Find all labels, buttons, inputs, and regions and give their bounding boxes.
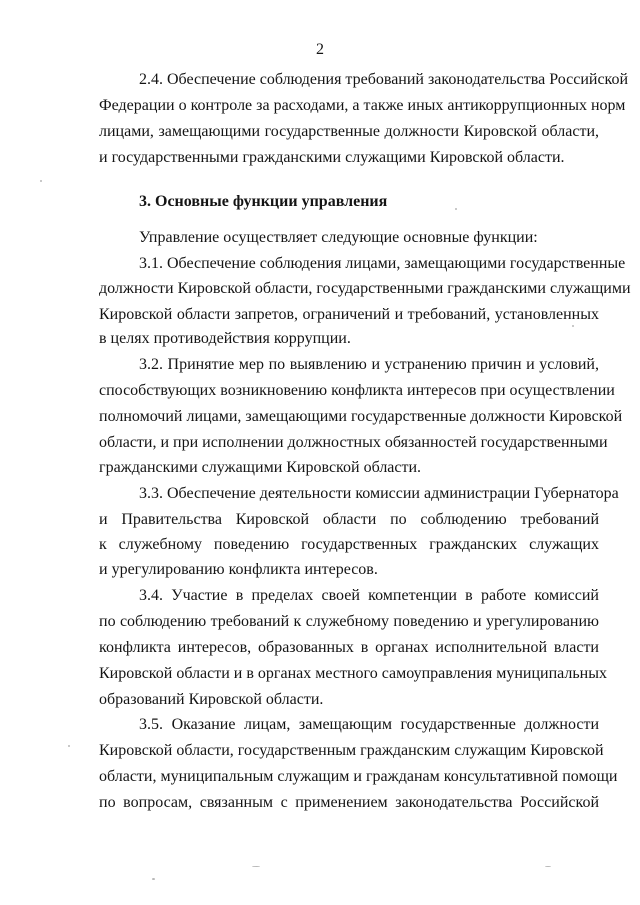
scan-speck — [152, 878, 155, 880]
item-3-2-line-3: полномочий лицами, замещающими государственные должности Кировской — [99, 408, 623, 425]
item-3-3-line-1: 3.3. Обеспечение деятельности комиссии администрации Губернатора — [139, 485, 619, 502]
section-intro: Управление осуществляет следующие основные функции: — [139, 229, 538, 246]
paragraph-2-4-line-2: Федерации о контроле за расходами, а также иных антикоррупционных норм — [99, 97, 626, 114]
paragraph-2-4-line-1: 2.4. Обеспечение соблюдения требований законодательства Российской — [139, 71, 629, 88]
item-3-1-line-3: Кировской области запретов, ограничений и требований, установленных — [99, 306, 599, 323]
item-3-2-line-5: гражданскими служащими Кировской области. — [99, 459, 422, 476]
item-3-3-line-2: и Правительства Кировской области по соблюдению требований — [99, 511, 599, 528]
item-3-4-line-3: конфликта интересов, образованных в органах исполнительной власти — [99, 639, 599, 656]
section-heading: 3. Основные функции управления — [139, 193, 388, 210]
scan-speck — [40, 180, 42, 182]
scan-speck — [68, 745, 70, 747]
item-3-5-line-1: 3.5. Оказание лицам, замещающим государственные должности — [139, 716, 599, 733]
item-3-2-line-1: 3.2. Принятие мер по выявлению и устранению причин и условий, — [139, 356, 599, 373]
item-3-1-line-4: в целях противодействия коррупции. — [99, 330, 351, 347]
paragraph-2-4-line-3: лицами, замещающими государственные должности Кировской области, — [99, 123, 599, 140]
item-3-4-line-5: образований Кировской области. — [99, 691, 324, 708]
scan-speck — [545, 866, 551, 867]
item-3-2-line-2: способствующих возникновению конфликта интересов при осуществлении — [99, 382, 615, 399]
item-3-2-line-4: области, и при исполнении должностных обязанностей государственными — [99, 434, 608, 451]
scan-speck — [455, 208, 457, 210]
item-3-1-line-2: должности Кировской области, государственными гражданскими служащими — [99, 280, 631, 297]
item-3-1-line-1: 3.1. Обеспечение соблюдения лицами, замещающими государственные — [139, 255, 626, 272]
item-3-3-line-3: к служебному поведению государственных гражданских служащих — [99, 536, 599, 553]
item-3-4-line-2: по соблюдению требований к служебному поведению и урегулированию — [99, 613, 599, 630]
item-3-5-line-4: по вопросам, связанным с применением законодательства Российской — [99, 794, 599, 811]
item-3-4-line-4: Кировской области и в органах местного самоуправления муниципальных — [99, 665, 607, 682]
item-3-3-line-4: и урегулированию конфликта интересов. — [99, 561, 378, 578]
item-3-5-line-3: области, муниципальным служащим и гражданам консультативной помощи — [99, 768, 618, 785]
scan-speck — [252, 866, 260, 867]
scan-speck — [572, 325, 574, 327]
item-3-4-line-1: 3.4. Участие в пределах своей компетенции в работе комиссий — [139, 587, 599, 604]
paragraph-2-4-line-4: и государственными гражданскими служащими Кировской области. — [99, 149, 565, 166]
item-3-5-line-2: Кировской области, государственным гражданским служащим Кировской — [99, 742, 604, 759]
page-number: 2 — [316, 41, 324, 58]
